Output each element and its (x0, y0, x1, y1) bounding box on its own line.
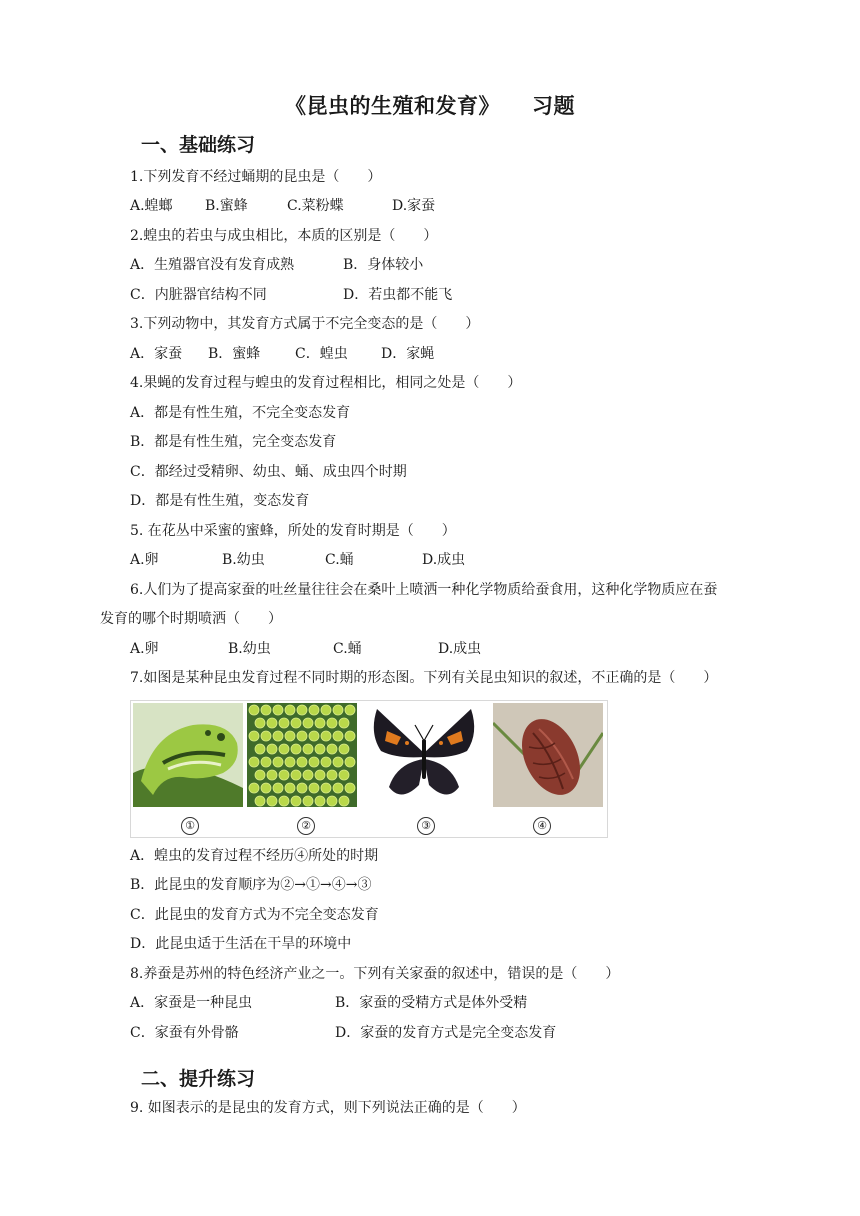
label-4: ④ (533, 817, 551, 835)
label-2: ② (297, 817, 315, 835)
option-d: D．若虫都不能飞 (343, 287, 453, 303)
question-3-options (0, 345, 860, 365)
question-9-stem: 9. 如图表示的是昆虫的发育方式，则下列说法正确的是（ ） (130, 1100, 526, 1116)
question-6-options (0, 640, 860, 660)
question-6-stem-line2: 发育的哪个时期喷洒（ ） (100, 611, 282, 627)
title-suffix: 习题 (532, 93, 575, 118)
question-7-stem: 7.如图是某种昆虫发育过程不同时期的形态图。下列有关昆虫知识的叙述，不正确的是（ ） (130, 670, 718, 686)
option-b: B.幼虫 (222, 552, 265, 568)
option-d: D.家蚕 (392, 198, 436, 214)
question-5-stem: 5. 在花丛中采蜜的蜜蜂，所处的发育时期是（ ） (130, 523, 456, 539)
question-6-stem-line1: 6.人们为了提高家蚕的吐丝量往往会在桑叶上喷洒一种化学物质给蚕食用，这种化学物质应在蚕 (130, 582, 718, 598)
egg-image (247, 703, 357, 807)
question-4-option-a: A．都是有性生殖，不完全变态发育 (130, 405, 351, 421)
option-b: B．身体较小 (343, 257, 424, 273)
document-title (0, 90, 860, 120)
question-4-option-c: C．都经过受精卵、幼虫、蛹、成虫四个时期 (130, 464, 407, 480)
option-d: D．家蚕的发育方式是完全变态发育 (335, 1025, 557, 1041)
option-a: A．家蚕是一种昆虫 (130, 995, 253, 1011)
question-2-options-row2 (0, 286, 860, 306)
option-c: C．家蚕有外骨骼 (130, 1025, 239, 1041)
adult-image (367, 703, 481, 807)
option-b: B.蜜蜂 (205, 198, 248, 214)
question-5-options (0, 551, 860, 571)
question-7-option-a: A．蝗虫的发育过程不经历④所处的时期 (130, 848, 379, 864)
question-2-stem: 2.蝗虫的若虫与成虫相比，本质的区别是（ ） (130, 228, 438, 244)
option-d: D．家蝇 (381, 346, 435, 362)
question-7-option-c: C．此昆虫的发育方式为不完全变态发育 (130, 907, 379, 923)
option-b: B.幼虫 (228, 641, 271, 657)
section-heading-basic: 一、基础练习 (141, 134, 256, 156)
option-d: D.成虫 (438, 641, 482, 657)
question-8-options-row1 (0, 994, 860, 1014)
question-8-stem: 8.养蚕是苏州的特色经济产业之一。下列有关家蚕的叙述中，错误的是（ ） (130, 966, 620, 982)
option-c: C.蛹 (325, 552, 354, 568)
question-7-option-b: B．此昆虫的发育顺序为②→①→④→③ (130, 877, 372, 893)
question-4-option-b: B．都是有性生殖，完全变态发育 (130, 434, 337, 450)
option-c: C．内脏器官结构不同 (130, 287, 267, 303)
option-c: C.菜粉蝶 (287, 198, 344, 214)
question-2-options-row1 (0, 256, 860, 276)
question-4-stem: 4.果蝇的发育过程与蝗虫的发育过程相比，相同之处是（ ） (130, 375, 522, 391)
question-7-option-d: D．此昆虫适于生活在干旱的环境中 (130, 936, 352, 952)
option-c: C．蝗虫 (295, 346, 348, 362)
insect-stages-figure (130, 700, 608, 838)
option-a: A.蝗螂 (130, 198, 173, 214)
option-b: B．蜜蜂 (208, 346, 261, 362)
larva-image (133, 703, 243, 807)
section-heading-advanced: 二、提升练习 (141, 1068, 256, 1090)
label-3: ③ (417, 817, 435, 835)
title-main: 《昆虫的生殖和发育》 (285, 93, 500, 118)
question-4-option-d: D．都是有性生殖，变态发育 (130, 493, 310, 509)
option-c: C.蛹 (333, 641, 362, 657)
option-a: A．生殖器官没有发育成熟 (130, 257, 295, 273)
option-a: A.卵 (130, 641, 159, 657)
option-d: D.成虫 (422, 552, 466, 568)
question-1-options (0, 197, 860, 217)
question-8-options-row2 (0, 1024, 860, 1044)
option-a: A．家蚕 (130, 346, 183, 362)
question-3-stem: 3.下列动物中，其发育方式属于不完全变态的是（ ） (130, 316, 480, 332)
label-1: ① (181, 817, 199, 835)
option-a: A.卵 (130, 552, 159, 568)
pupa-image (493, 703, 603, 807)
question-1-stem: 1.下列发育不经过蛹期的昆虫是（ ） (130, 169, 382, 185)
option-b: B．家蚕的受精方式是体外受精 (335, 995, 528, 1011)
